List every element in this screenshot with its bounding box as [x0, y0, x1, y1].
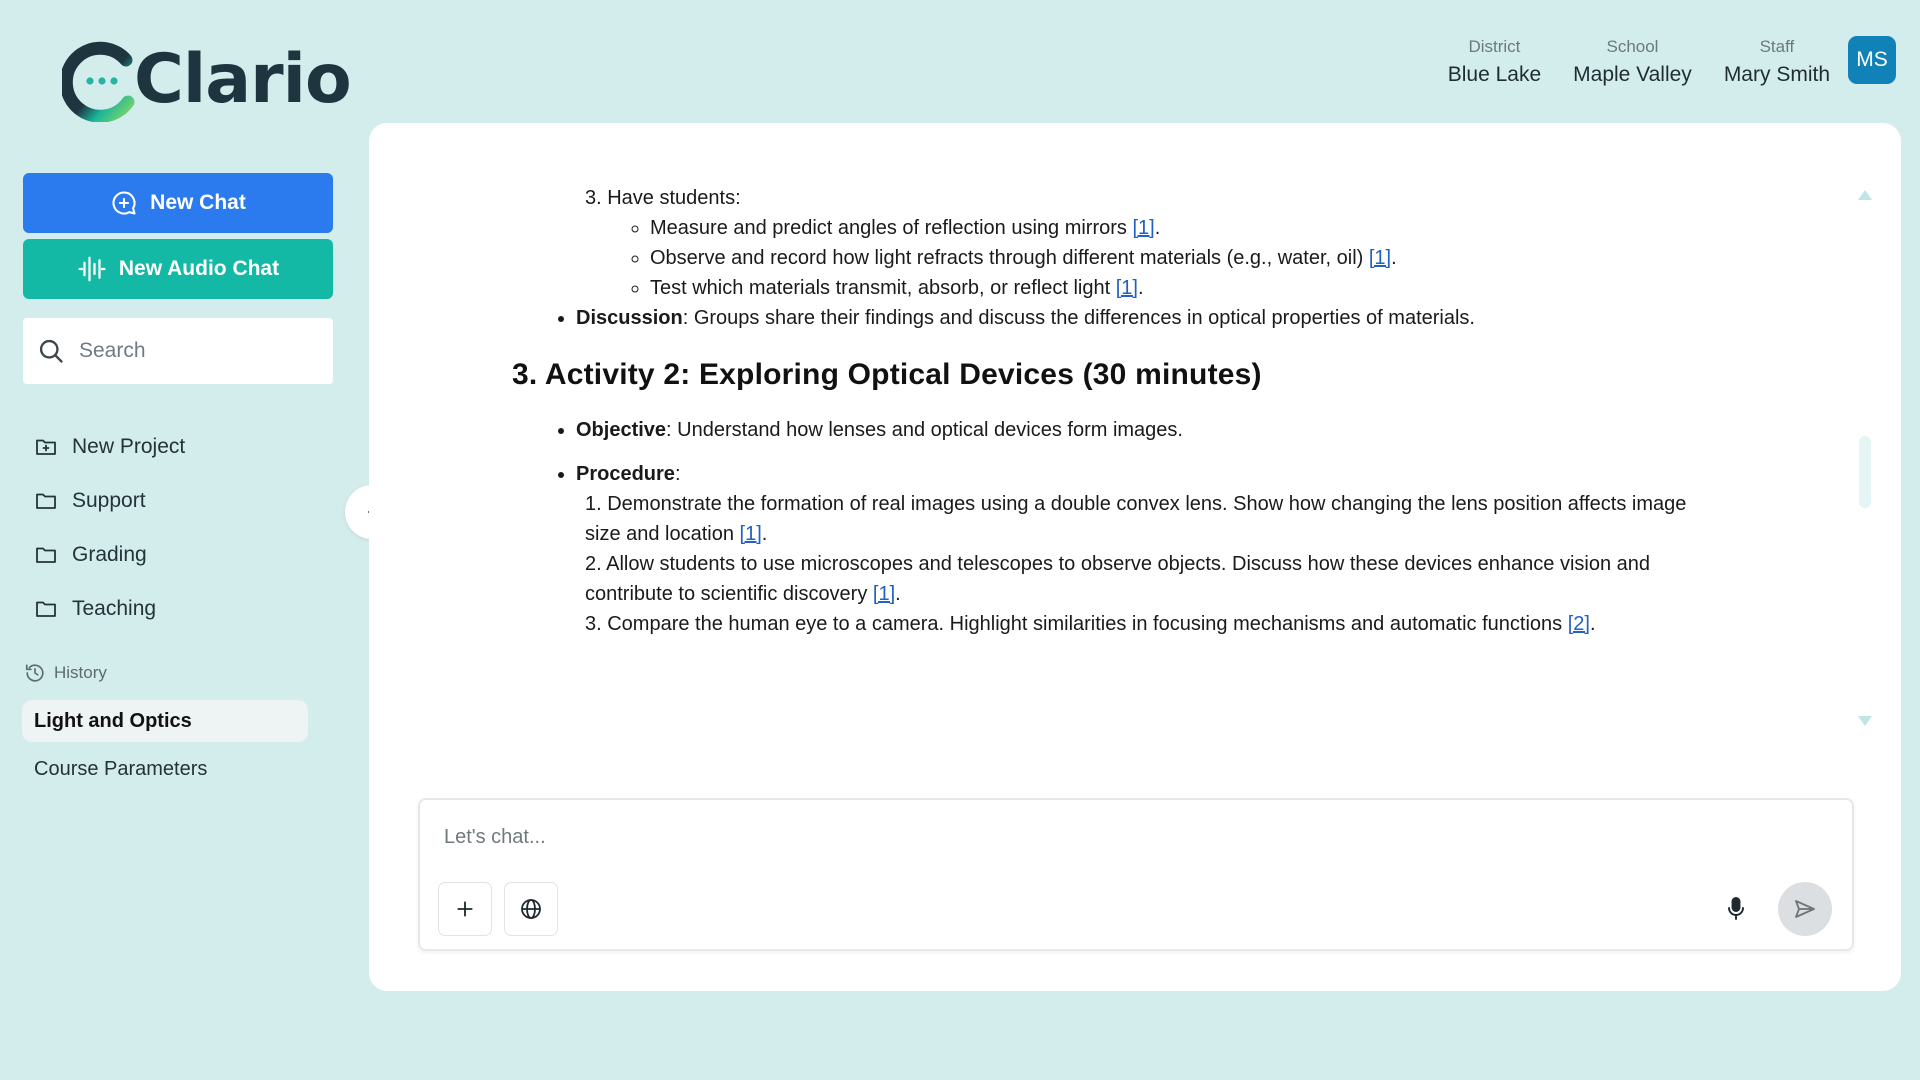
search-icon — [37, 337, 65, 365]
logo-text: Clario — [134, 40, 351, 119]
history-label: History — [54, 663, 107, 682]
item-tail: . — [1391, 247, 1397, 269]
list-item — [650, 213, 1732, 243]
avatar[interactable]: MS — [1848, 36, 1896, 84]
step3-list — [512, 213, 1732, 303]
audio-wave-icon — [77, 254, 107, 284]
citation-link[interactable]: [1] — [1132, 217, 1155, 239]
user-context — [1448, 36, 1896, 88]
procedure-colon: : — [674, 463, 681, 485]
sidebar-item-label: Grading — [72, 543, 147, 566]
step-text: 2. Allow students to use microscopes and telescopes to observe objects. Discuss how these devices enhance vision and — [585, 553, 1651, 575]
scroll-down-icon[interactable] — [1857, 715, 1873, 727]
procedure-list — [512, 459, 1732, 489]
item-text: Observe and record how light refracts through different materials (e.g., water, oil) — [650, 247, 1369, 269]
project-list — [34, 420, 314, 636]
step3-intro: 3. Have students: — [585, 187, 741, 209]
assistant-message — [512, 183, 1732, 639]
step-text: size and location — [585, 523, 740, 545]
new-chat-button[interactable] — [23, 173, 333, 233]
sidebar-item-label: New Project — [72, 435, 186, 458]
staff-info — [1724, 36, 1830, 88]
sidebar-item-label: Teaching — [72, 597, 157, 620]
step-text: contribute to scientific discovery — [585, 583, 873, 605]
step-tail: . — [1589, 613, 1596, 635]
district-value: Blue Lake — [1447, 63, 1542, 86]
school-value: Maple Valley — [1573, 63, 1692, 86]
send-button[interactable] — [1778, 882, 1832, 936]
item-tail: . — [1154, 217, 1161, 239]
folder-icon — [34, 543, 58, 567]
section-heading: 3. Activity 2: Exploring Optical Devices (30 minutes) — [512, 358, 1262, 391]
step-tail: . — [761, 523, 768, 545]
folder-plus-icon — [34, 435, 58, 459]
objective-label: Objective — [576, 419, 667, 441]
plus-icon — [455, 899, 475, 919]
step-text: 1. Demonstrate the formation of real images using a double convex lens. Show how changing the lens position affects image — [585, 493, 1687, 515]
school-info — [1573, 36, 1692, 88]
search-box[interactable] — [23, 318, 333, 384]
new-audio-chat-label: New Audio Chat — [118, 257, 280, 280]
citation-link[interactable]: [1] — [1115, 277, 1138, 299]
procedure-step — [585, 609, 1732, 639]
chat-panel — [369, 123, 1901, 991]
chat-plus-icon — [110, 189, 138, 217]
web-search-button[interactable] — [504, 882, 558, 936]
item-tail: . — [1137, 277, 1144, 299]
discussion-item — [576, 303, 1732, 333]
microphone-button[interactable] — [1724, 896, 1748, 927]
search-input[interactable] — [79, 339, 299, 363]
citation-link[interactable]: [2] — [1567, 613, 1590, 635]
procedure-item — [576, 459, 1732, 489]
microphone-icon — [1724, 896, 1748, 922]
send-icon — [1793, 897, 1817, 921]
history-item-course-parameters[interactable]: Course Parameters — [34, 757, 208, 780]
school-label: School — [1606, 37, 1659, 56]
item-text: Test which materials transmit, absorb, or reflect light — [650, 277, 1116, 299]
scroll-up-icon[interactable] — [1857, 189, 1873, 201]
new-audio-chat-button[interactable] — [23, 239, 333, 299]
objective-text: : Understand how lenses and optical devices form images. — [666, 419, 1183, 441]
citation-link[interactable]: [1] — [872, 583, 896, 605]
scrollbar-thumb[interactable] — [1859, 436, 1871, 508]
folder-icon — [34, 597, 58, 621]
history-header — [24, 662, 107, 684]
new-chat-label: New Chat — [150, 191, 246, 214]
history-icon — [24, 662, 46, 684]
objective-list — [512, 415, 1732, 445]
sidebar-item-teaching[interactable] — [34, 582, 314, 636]
staff-label: Staff — [1759, 37, 1795, 56]
district-info — [1448, 36, 1541, 88]
folder-icon — [34, 489, 58, 513]
sidebar-item-grading[interactable] — [34, 528, 314, 582]
procedure-step — [585, 549, 1732, 609]
history-item-light-and-optics[interactable]: Light and Optics — [22, 700, 308, 742]
app-logo[interactable] — [62, 38, 351, 122]
item-text: Measure and predict angles of reflection using mirrors — [650, 217, 1133, 239]
discussion-label: Discussion — [576, 307, 683, 329]
step-tail: . — [895, 583, 901, 605]
message-composer — [418, 798, 1854, 951]
district-label: District — [1468, 37, 1521, 56]
sidebar-item-new-project[interactable] — [34, 420, 314, 474]
discussion-text: : Groups share their findings and discuss the differences in optical properties of materials. — [682, 307, 1475, 329]
sidebar-item-label: Support — [72, 489, 146, 512]
step-text: 3. Compare the human eye to a camera. Highlight similarities in focusing mechanisms and automatic functions — [585, 613, 1568, 635]
logo-mark-icon — [62, 38, 140, 122]
list-item — [650, 273, 1732, 303]
message-input[interactable] — [444, 826, 1744, 849]
citation-link[interactable]: [1] — [1368, 247, 1392, 269]
citation-link[interactable]: [1] — [739, 523, 762, 545]
objective-item — [576, 415, 1732, 445]
procedure-label: Procedure — [576, 463, 675, 485]
staff-value: Mary Smith — [1723, 63, 1830, 86]
discussion-list — [512, 303, 1732, 333]
list-item — [650, 243, 1732, 273]
procedure-steps — [512, 489, 1732, 639]
attach-button[interactable] — [438, 882, 492, 936]
history-list — [22, 700, 308, 796]
globe-icon — [519, 897, 543, 921]
procedure-step — [585, 489, 1732, 549]
sidebar-item-support[interactable] — [34, 474, 314, 528]
